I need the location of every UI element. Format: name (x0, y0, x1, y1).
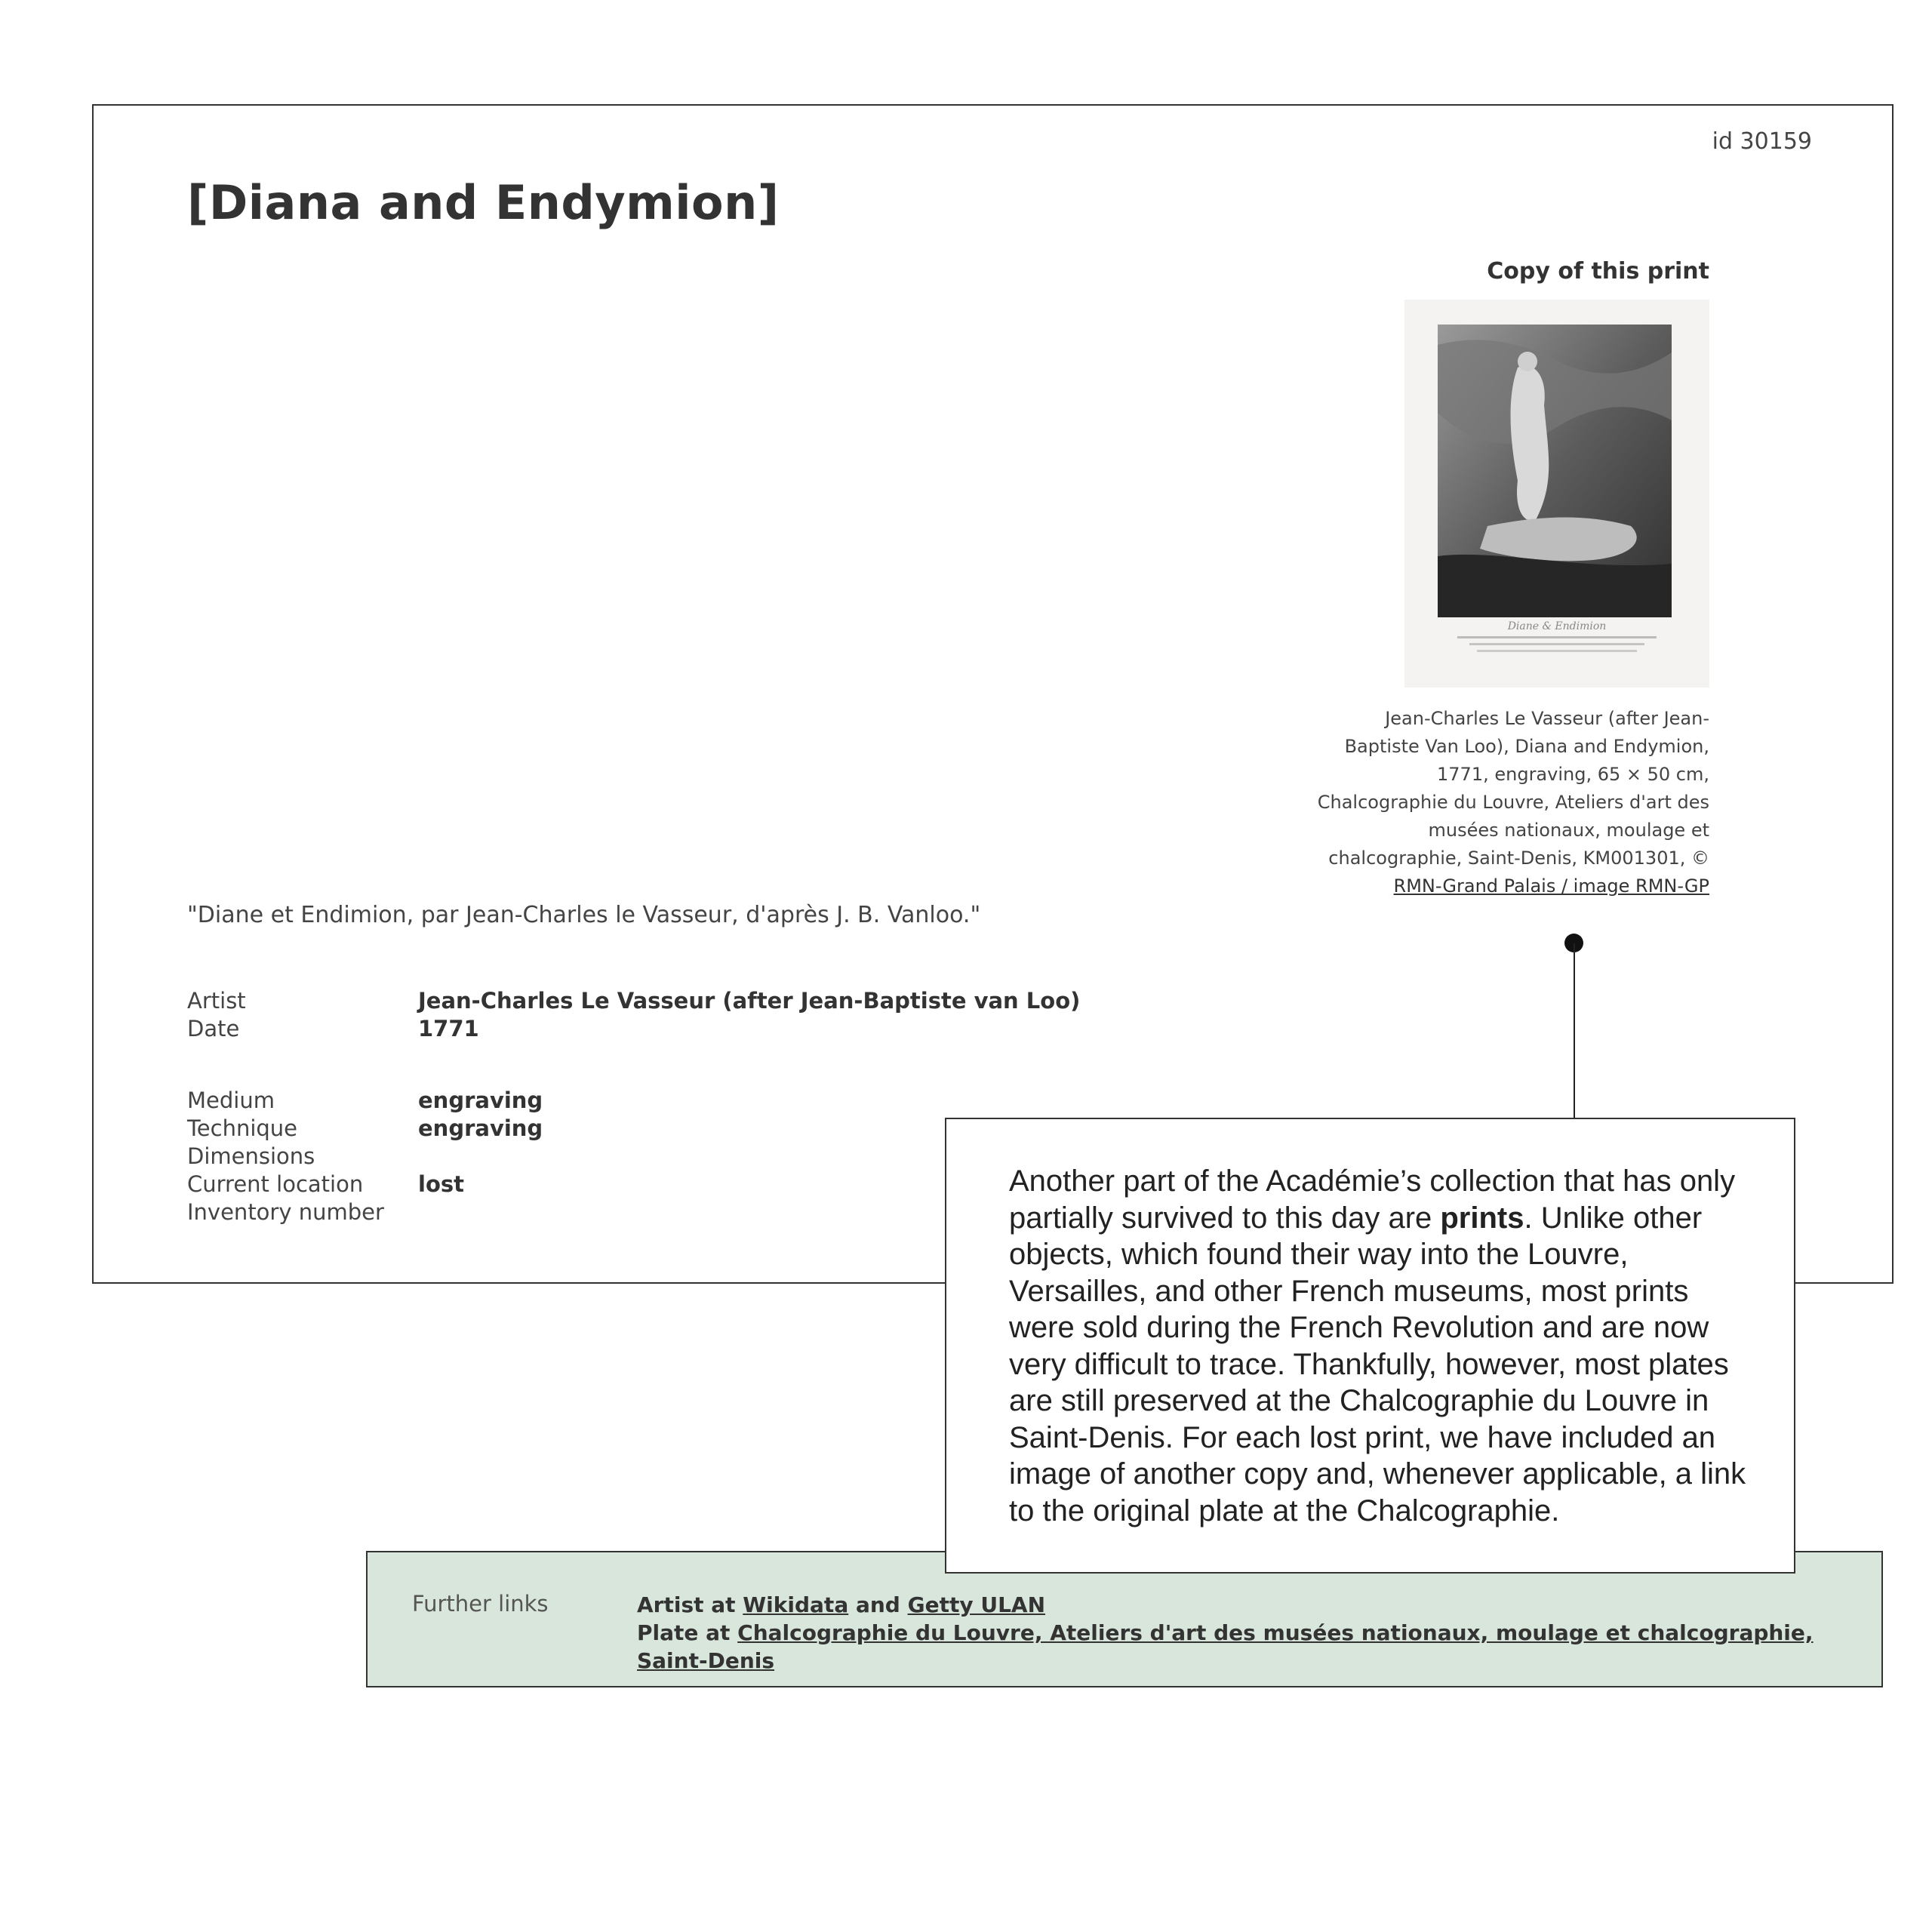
print-inscription: Diane & Endimion (1507, 620, 1607, 632)
technique-label: Technique (187, 1115, 298, 1141)
plate-links-line (637, 1619, 1881, 1675)
figure-endymion (1480, 517, 1637, 561)
dimensions-label: Dimensions (187, 1143, 315, 1169)
location-row (187, 1171, 543, 1198)
record-card (92, 104, 1894, 1284)
dimensions-row (187, 1143, 543, 1171)
medium-label: Medium (187, 1088, 275, 1113)
artist-label: Artist (187, 988, 246, 1014)
note-bold-prints: prints (1440, 1201, 1524, 1235)
print-image[interactable] (1404, 300, 1709, 688)
metadata-primary (187, 987, 1080, 1043)
inventory-label: Inventory number (187, 1199, 384, 1225)
wikidata-link[interactable]: Wikidata (743, 1592, 849, 1617)
page-title: [Diana and Endymion] (187, 175, 780, 230)
caption-text: Jean-Charles Le Vasseur (after Jean-Baptiste Van Loo), Diana and Endymion, 1771, engraving, 65 × 50 cm, Chalcographie du Louvre, Ateliers d'art des musées nationaux, moulage et chalcographie, Saint-Denis, KM001301, © (1317, 708, 1709, 869)
artist-links-line (637, 1591, 1881, 1619)
inventory-row (187, 1198, 543, 1226)
further-links-list (637, 1591, 1881, 1675)
artist-row (187, 987, 1080, 1015)
note-text-before: Another part of the Académie’s collection that has only partially survived to this day are (1009, 1164, 1736, 1235)
plate-links-prefix: Plate at (637, 1620, 738, 1645)
image-caption (1317, 705, 1709, 900)
date-row (187, 1015, 1080, 1043)
date-label: Date (187, 1016, 240, 1041)
note-text-after: . Unlike other objects, which found their way into the Louvre, Versailles, and other French museums, most prints were sold during the French Revolution and are now very difficult to trace. Thankfully, however, most plates are still preserved at the Chalcographie du Louvre in Saint-Denis. For each lost print, we have included an image of another copy and, whenever applicable, a link to the original plate at the Chalcographie. (1009, 1201, 1746, 1527)
location-value: lost (418, 1171, 464, 1197)
artist-value: Jean-Charles Le Vasseur (after Jean-Baptiste van Loo) (418, 988, 1081, 1014)
artist-links-and: and (848, 1592, 908, 1617)
record-id: id 30159 (1712, 128, 1812, 155)
artist-links-prefix: Artist at (637, 1592, 743, 1617)
copy-heading: Copy of this print (1487, 258, 1709, 285)
annotation-text (1009, 1163, 1756, 1529)
technique-row (187, 1115, 543, 1143)
annotation-note (945, 1118, 1795, 1574)
location-label: Current location (187, 1171, 364, 1197)
engraving-thumbnail (1404, 300, 1709, 688)
metadata-secondary (187, 1087, 543, 1226)
date-value: 1771 (418, 1016, 479, 1041)
inscription-quote: "Diane et Endimion, par Jean-Charles le Vasseur, d'après J. B. Vanloo." (187, 902, 981, 928)
getty-ulan-link[interactable]: Getty ULAN (907, 1592, 1046, 1617)
technique-value: engraving (418, 1115, 543, 1141)
further-links-label: Further links (412, 1591, 549, 1617)
caption-credit-link[interactable]: RMN-Grand Palais / image RMN-GP (1393, 875, 1709, 897)
annotation-connector (1574, 943, 1575, 1120)
chalcographie-plate-link[interactable]: Chalcographie du Louvre, Ateliers d'art des musées nationaux, moulage et chalcographie, Saint-Denis (637, 1620, 1814, 1673)
medium-value: engraving (418, 1088, 543, 1113)
medium-row (187, 1087, 543, 1115)
